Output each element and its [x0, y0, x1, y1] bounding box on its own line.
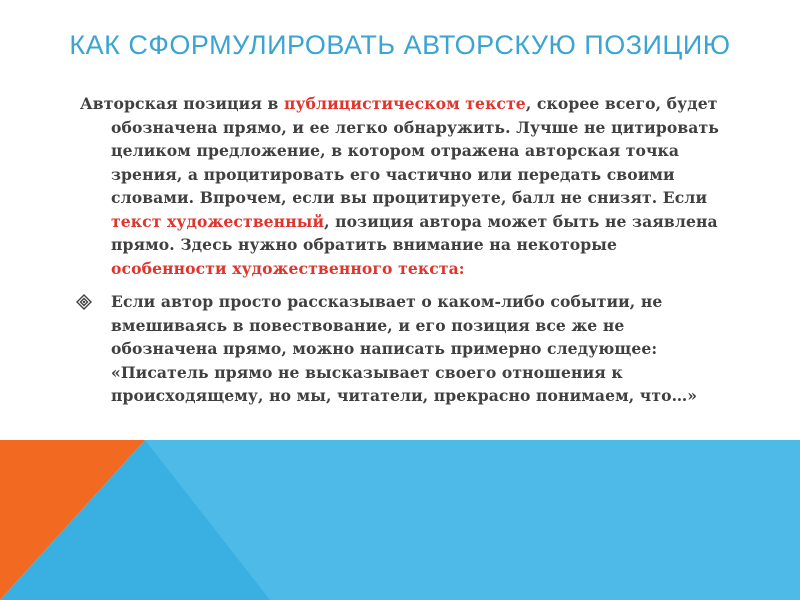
highlight-fiction-features: особенности художественного текста: — [111, 258, 465, 278]
slide-title: КАК СФОРМУЛИРОВАТЬ АВТОРСКУЮ ПОЗИЦИЮ — [69, 30, 731, 60]
highlight-publicistic-text: публицистическом тексте — [283, 94, 526, 113]
paragraph-text-1: Авторская позиция в — [80, 94, 284, 113]
paragraph-text-2: , скорее всего, будет обозначена прямо, и ее легко обнаружить. Лучше не цитировать целиком предложение, в котором отражена авторская точка зрения, а процитировать его частично или передать своими словами. Впрочем, если вы процитируете, балл не снизят. Если — [111, 94, 719, 207]
bullet-text: Если автор просто рассказывает о каком-либо событии, не вмешиваясь в повествование, и его позиция все же не обозначена прямо, можно написать примерно следующее: «Писатель прямо не высказывает своего отношения к происходящему, но мы, читатели, прекрасно понимаем, что…» — [111, 292, 698, 405]
highlight-fiction-text: текст художественный — [111, 211, 325, 231]
paragraph-text-3: , позиция автора может быть не заявлена прямо. Здесь нужно обратить внимание на некоторые — [111, 211, 718, 254]
